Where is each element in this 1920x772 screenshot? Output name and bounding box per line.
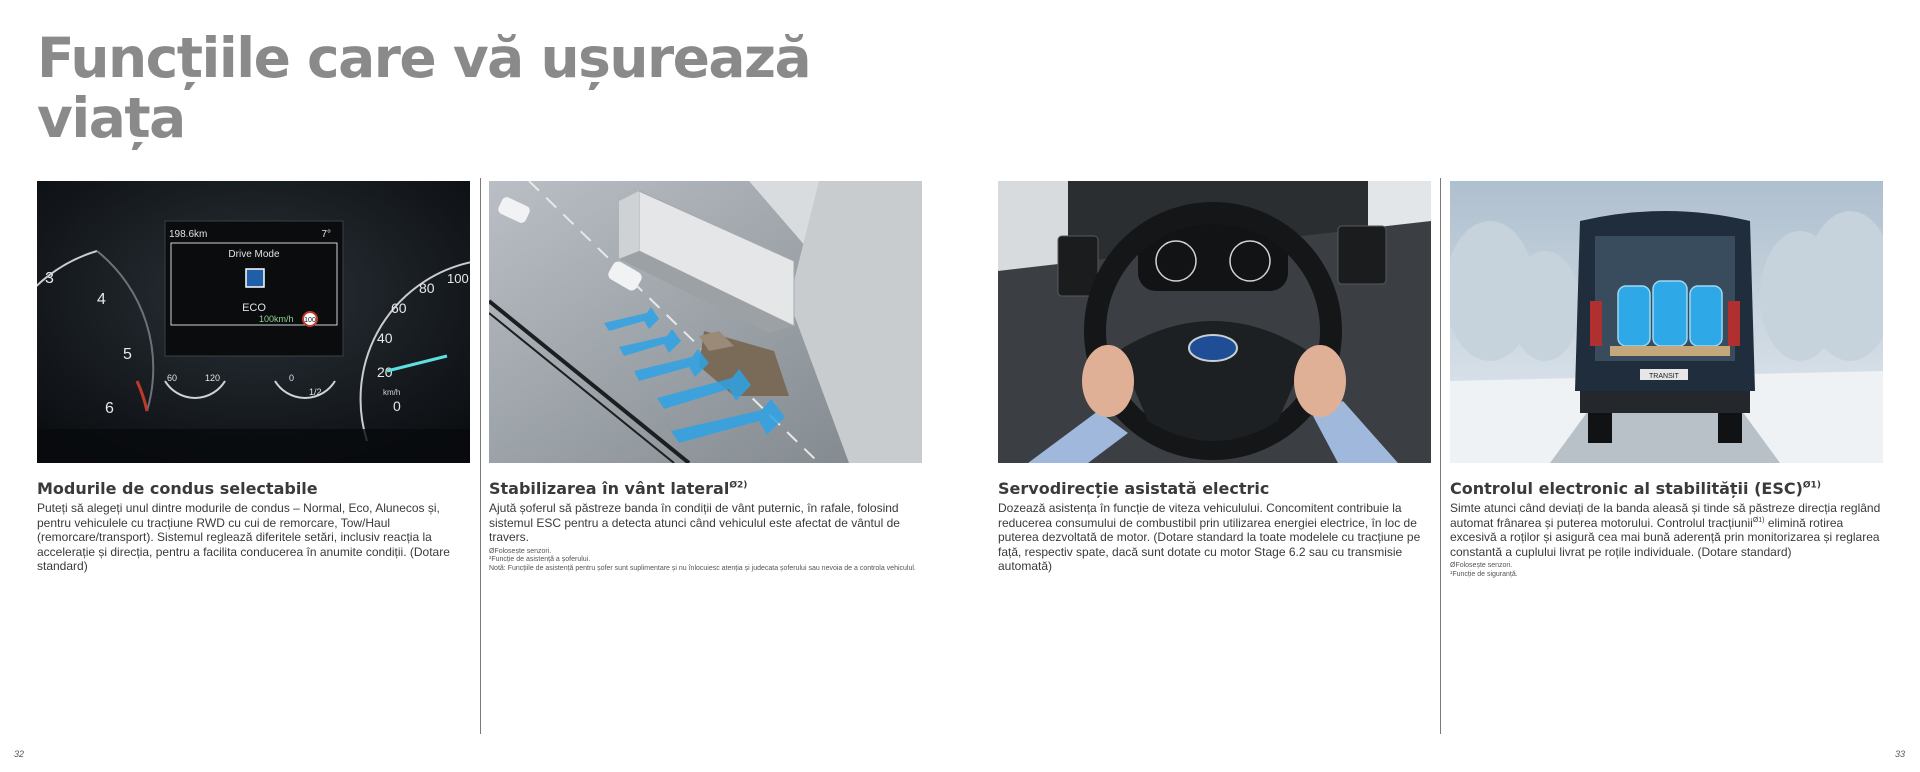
card-body: Dozează asistența în funcție de viteza vehiculului. Concomitent contribuie la reducerea consumului de combustibil prin utilizarea energiei electrice, în loc de puterea dezvoltată de motor. (Dotare standard la toate modelele cu tracțiune pe față, respectiv spate, dacă sunt dotate cu motor Stage 6.2 sau cu transmisie automată)	[998, 501, 1421, 574]
speed-mark: 20	[377, 364, 393, 380]
speed-unit: km/h	[383, 388, 401, 397]
column-divider-left	[480, 178, 481, 734]
footnote: Notă: Funcțiile de asistență pentru șofer sunt suplimentare și nu înlocuiesc atenția și judecata șoferului sau nevoia de a controla vehiculul.	[489, 564, 916, 572]
card-title	[998, 479, 1431, 499]
column-divider-right	[1440, 178, 1441, 734]
footnote: ¹Funcție de siguranță.	[1450, 570, 1518, 578]
footnotes	[1450, 562, 1883, 579]
page-title-line-2: viața	[37, 86, 185, 150]
card-body-part: Simte atunci când deviați de la banda aleasă și tinde să păstreze direcția reglând automat frânarea și puterea motorului. Controlul tracțiunii	[1450, 501, 1881, 530]
snowy-van-photo	[1450, 181, 1883, 463]
speed-mark: 40	[377, 330, 393, 346]
card-body-part: elimină rotirea excesivă a roților și asigură cea mai bună aderență prin monitorizarea și reglarea constantă a cuplului livrat pe roțile individuale. (Dotare standard)	[1450, 515, 1880, 559]
drive-mode-label: Drive Mode	[228, 249, 280, 260]
feature-card-esc	[1450, 181, 1883, 579]
footnotes	[489, 548, 922, 573]
card-title-text: Servodirecție asistată electric	[998, 479, 1270, 498]
speed-mark: 0	[393, 398, 401, 414]
card-body: Ajută șoferul să păstreze banda în condiții de vânt puternic, în rafale, folosind sistemul ESC pentru a detecta atunci când vehiculul este afectat de vântul de travers.	[489, 501, 900, 545]
small-gauge-a-mark: 60	[167, 373, 178, 383]
instrument-cluster-illustration	[37, 181, 470, 463]
small-gauge-a-mark: 120	[205, 373, 221, 383]
steering-wheel-illustration	[998, 181, 1431, 463]
card-title	[489, 479, 922, 499]
card-title-text: Controlul electronic al stabilității (ESC)	[1450, 479, 1803, 498]
temperature-readout: 7°	[321, 229, 331, 240]
instrument-cluster-photo	[37, 181, 470, 463]
blue-barrels	[1618, 281, 1722, 346]
tach-mark: 3	[45, 270, 54, 287]
tach-mark: 6	[105, 400, 114, 417]
small-gauge-b-mark: 1/2	[309, 387, 322, 397]
card-body	[1450, 501, 1883, 559]
footnote-marker: Ø2)	[729, 480, 748, 491]
card-body: Puteți să alegeți unul dintre modurile de condus – Normal, Eco, Alunecos și, pentru vehiculele cu tracțiune RWD cu cui de remorcare, Tow/Haul (remorcare/transport). Sistemul reglează diferitele setări, inclusiv reacția la accelerație și direcția, pentru a facilita conducerea în anumite condiții. (Dotare standard)	[37, 501, 450, 574]
small-gauge-b-mark: 0	[289, 373, 295, 383]
footnote: ØFolosește senzori.	[1450, 562, 1513, 570]
cruise-speed-readout: 100km/h	[259, 314, 294, 324]
page-number-right: 33	[1895, 749, 1906, 759]
tach-mark: 4	[97, 291, 106, 308]
page-number-left: 32	[14, 749, 25, 759]
card-title	[1450, 479, 1883, 499]
speed-limit-badge: 100	[304, 317, 316, 324]
tach-mark: 5	[123, 346, 132, 363]
card-title-text: Stabilizarea în vânt lateral	[489, 479, 730, 498]
card-title	[37, 479, 470, 499]
side-wind-illustration	[489, 181, 922, 463]
speed-mark: 60	[391, 300, 407, 316]
footnote: ²Funcție de asistență a șoferului.	[489, 556, 591, 564]
footnote: ØFolosește senzori.	[489, 547, 552, 555]
speed-mark: 80	[419, 280, 435, 296]
odometer-readout: 198.6km	[169, 229, 208, 240]
side-wind-photo	[489, 181, 922, 463]
footnote-marker: Ø1)	[1802, 480, 1821, 491]
card-title-text: Modurile de condus selectabile	[37, 479, 318, 498]
page-title-line-1: Funcțiile care vă ușurează	[37, 26, 811, 90]
steering-wheel-photo	[998, 181, 1431, 463]
speed-mark: 100	[447, 271, 469, 286]
van-plate: TRANSIT	[1649, 373, 1679, 380]
footnote-marker: Ø1)	[1752, 516, 1765, 524]
feature-card-power-steering	[998, 181, 1431, 574]
feature-card-side-wind	[489, 181, 922, 573]
drive-mode-value: ECO	[242, 302, 266, 314]
feature-card-drive-modes	[37, 181, 470, 574]
snowy-van-illustration	[1450, 181, 1883, 463]
page-title	[37, 28, 817, 148]
